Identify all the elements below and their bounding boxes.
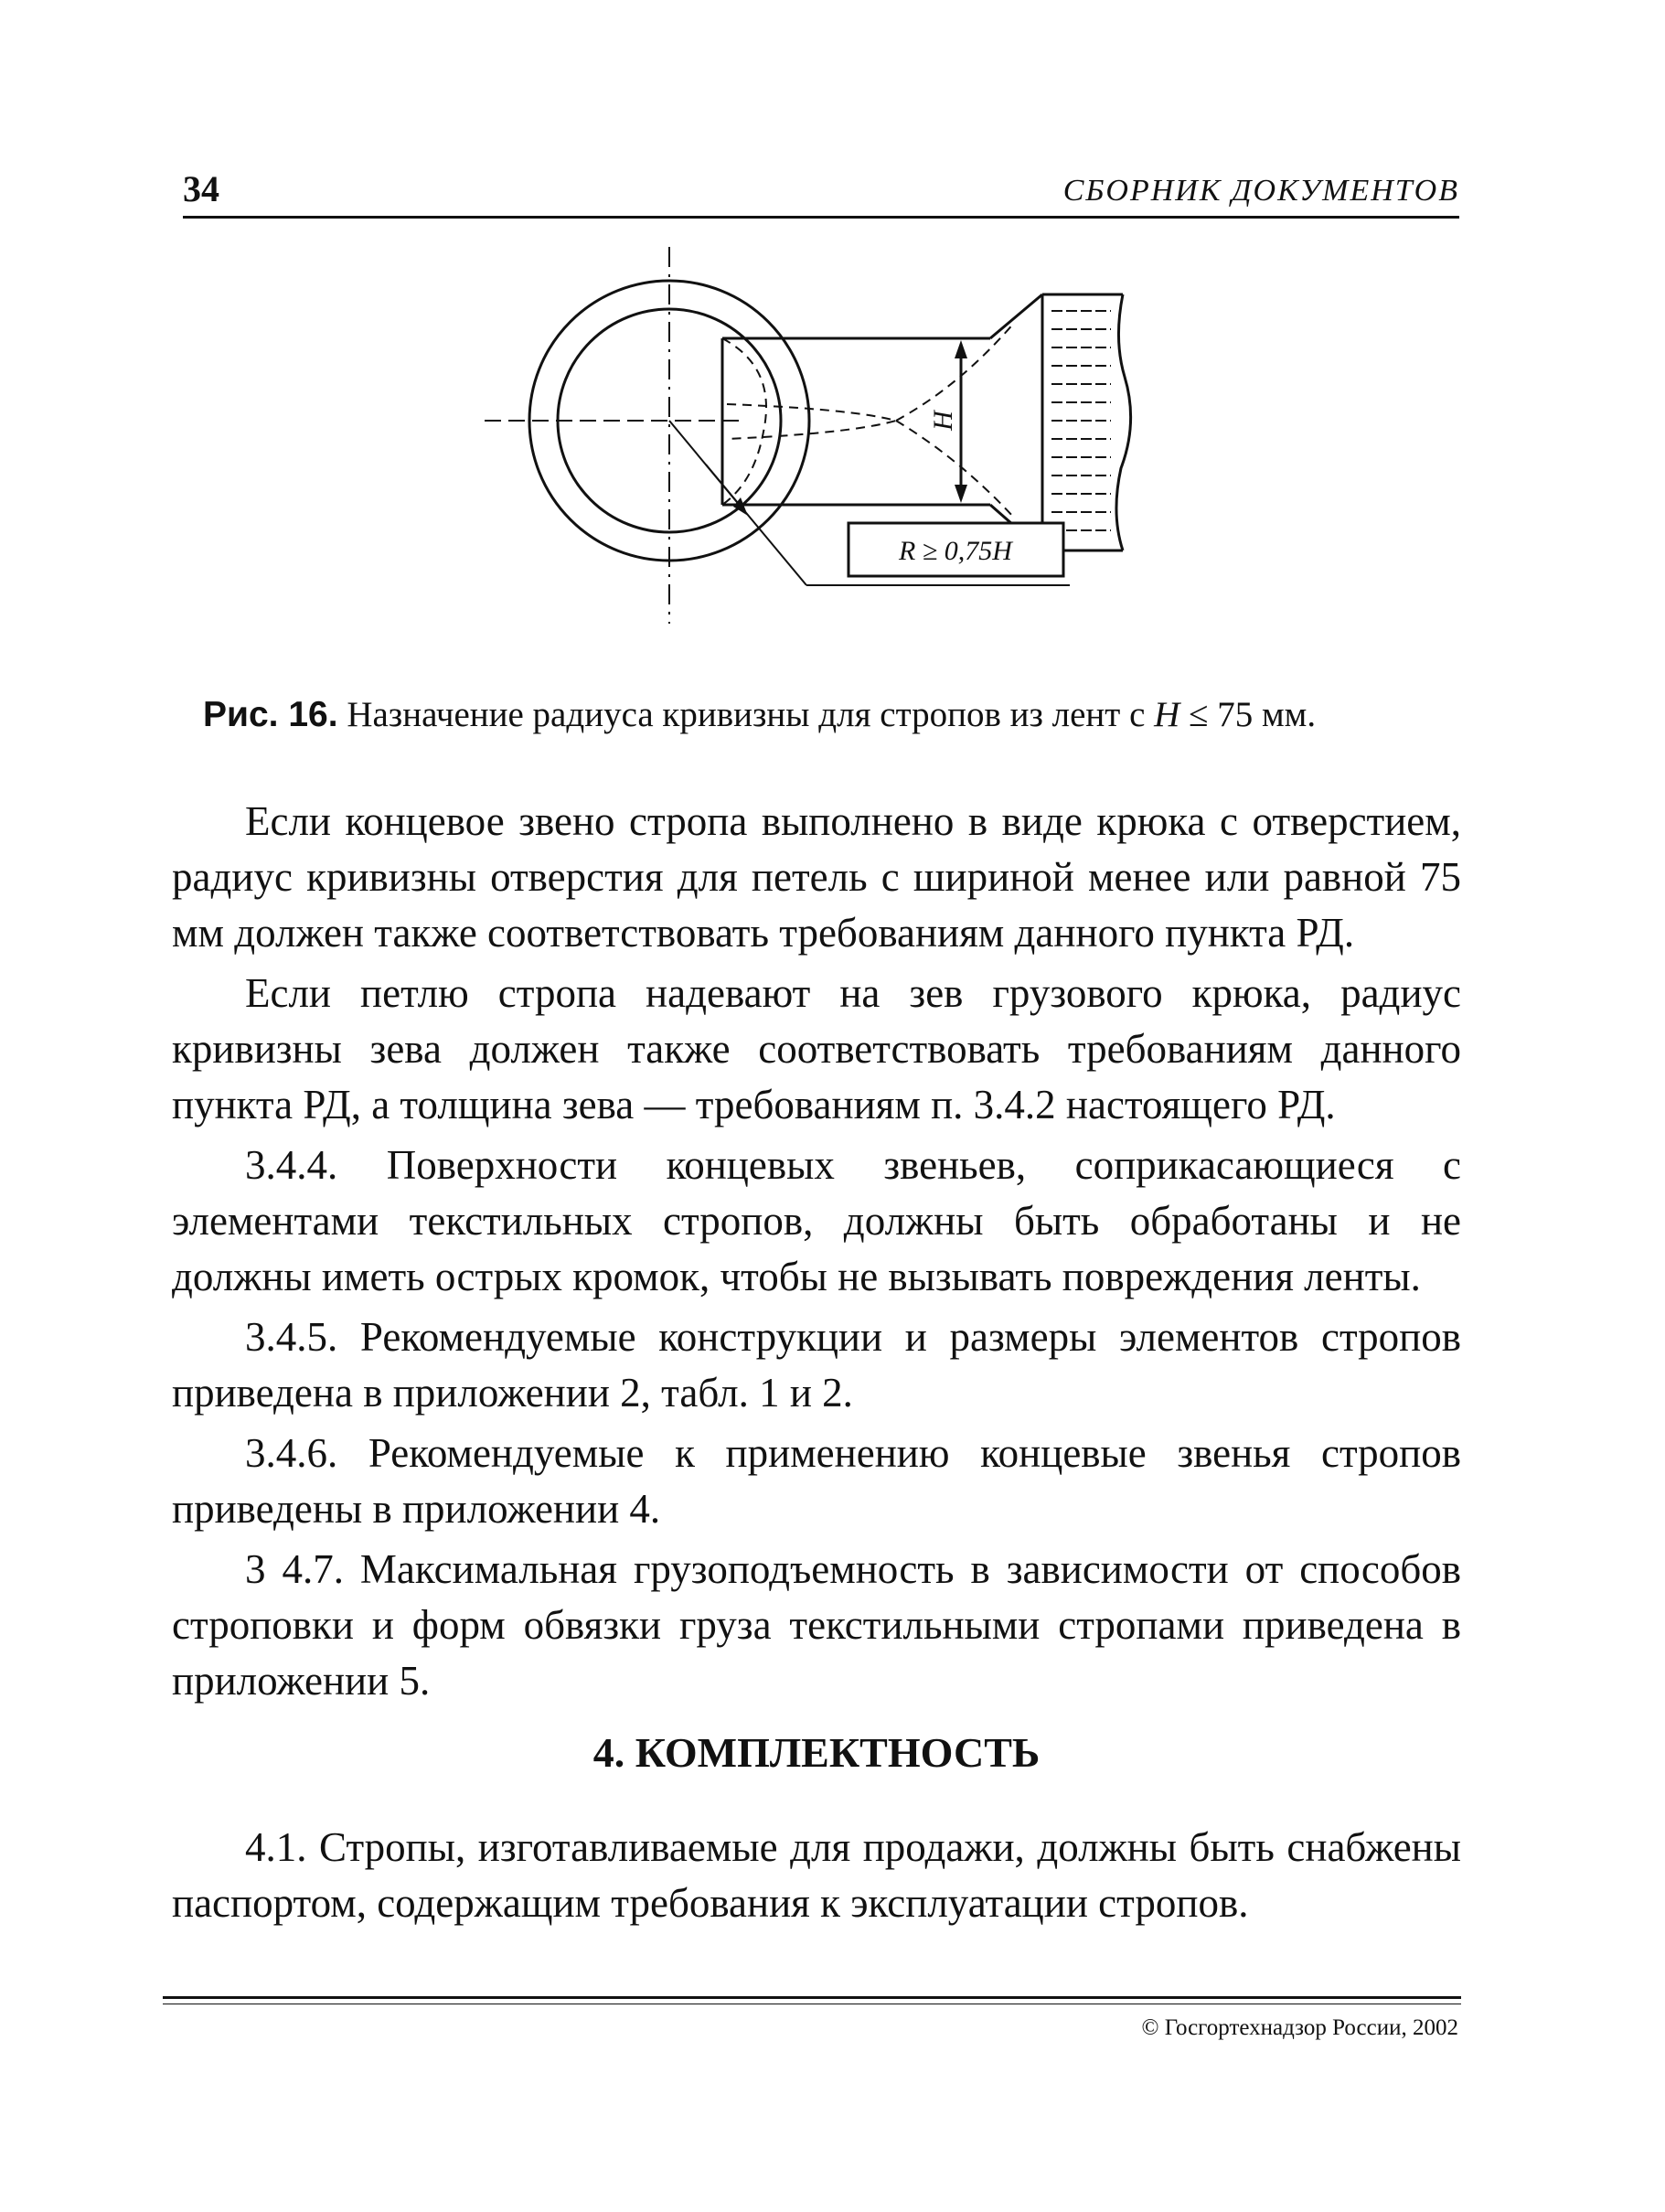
dashed-curve-upper [896, 322, 1015, 421]
page-header [183, 165, 1459, 219]
paragraph-3-4-6: 3.4.6. Рекомендуемые к применению концевые звенья стропов приведены в приложении 4. [172, 1430, 1461, 1532]
footer-rule [163, 1996, 1461, 1999]
dashed-curve-center [727, 404, 896, 439]
sling-radius-diagram [466, 240, 1179, 633]
body-text [172, 794, 1461, 1714]
flare-top [990, 294, 1042, 338]
paragraph-3-4-4: 3.4.4. Поверхности концевых звеньев, соприкасающиеся с элементами текстильных стропов, должны быть обработаны и не должны иметь острых кромок, чтобы не вызывать повреждения ленты. [172, 1142, 1461, 1299]
caption-text-b: ≤ 75 мм. [1179, 695, 1317, 734]
arrow-up [955, 340, 967, 358]
caption-symbol: H [1154, 695, 1180, 734]
paragraph: Если петлю стропа надевают на зев грузового крюка, радиус кривизны зева должен также соответствовать требованиям данного пункта РД, а толщина зева — требованиям п. 3.4.2 настоящего РД. [172, 970, 1461, 1127]
caption-text-a: Назначение радиуса кривизны для стропов из лент с [337, 695, 1155, 734]
leader-line [706, 465, 806, 585]
page-number: 34 [183, 168, 219, 209]
paragraph-3-4-5: 3.4.5. Рекомендуемые конструкции и размеры элементов стропов приведена в приложении 2, табл. 1 и 2. [172, 1314, 1461, 1416]
arrow-down [955, 485, 967, 503]
figure-caption [203, 693, 1465, 737]
strap-hatching [1051, 311, 1111, 530]
break-line [1116, 294, 1131, 550]
section-text [172, 1820, 1461, 1931]
formula-label: R ≥ 0,75H [899, 536, 1012, 566]
figure-16 [466, 240, 1179, 633]
running-title: СБОРНИК ДОКУМЕНТОВ [1062, 174, 1459, 208]
paragraph-3-4-7: 3 4.7. Максимальная грузоподъемность в зависимости от способов строповки и форм обвязки груза текстильными стропами приведена в приложении 5. [172, 1546, 1461, 1704]
caption-label: Рис. 16. [203, 695, 338, 734]
paragraph: Если концевое звено стропа выполнено в виде крюка с отверстием, радиус кривизны отверстия для петель с шириной менее или равной 75 мм должен также соответствовать требованиям данного пункта РД. [172, 798, 1461, 956]
section-heading: 4. КОМПЛЕКТНОСТЬ [592, 1729, 1041, 1776]
copyright: © Госгортехнадзор России, 2002 [1141, 2015, 1458, 2040]
paragraph-4-1: 4.1. Стропы, изготавливаемые для продажи, должны быть снабжены паспортом, содержащим требования к эксплуатации стропов. [172, 1824, 1461, 1926]
dimension-label: H [928, 411, 958, 431]
